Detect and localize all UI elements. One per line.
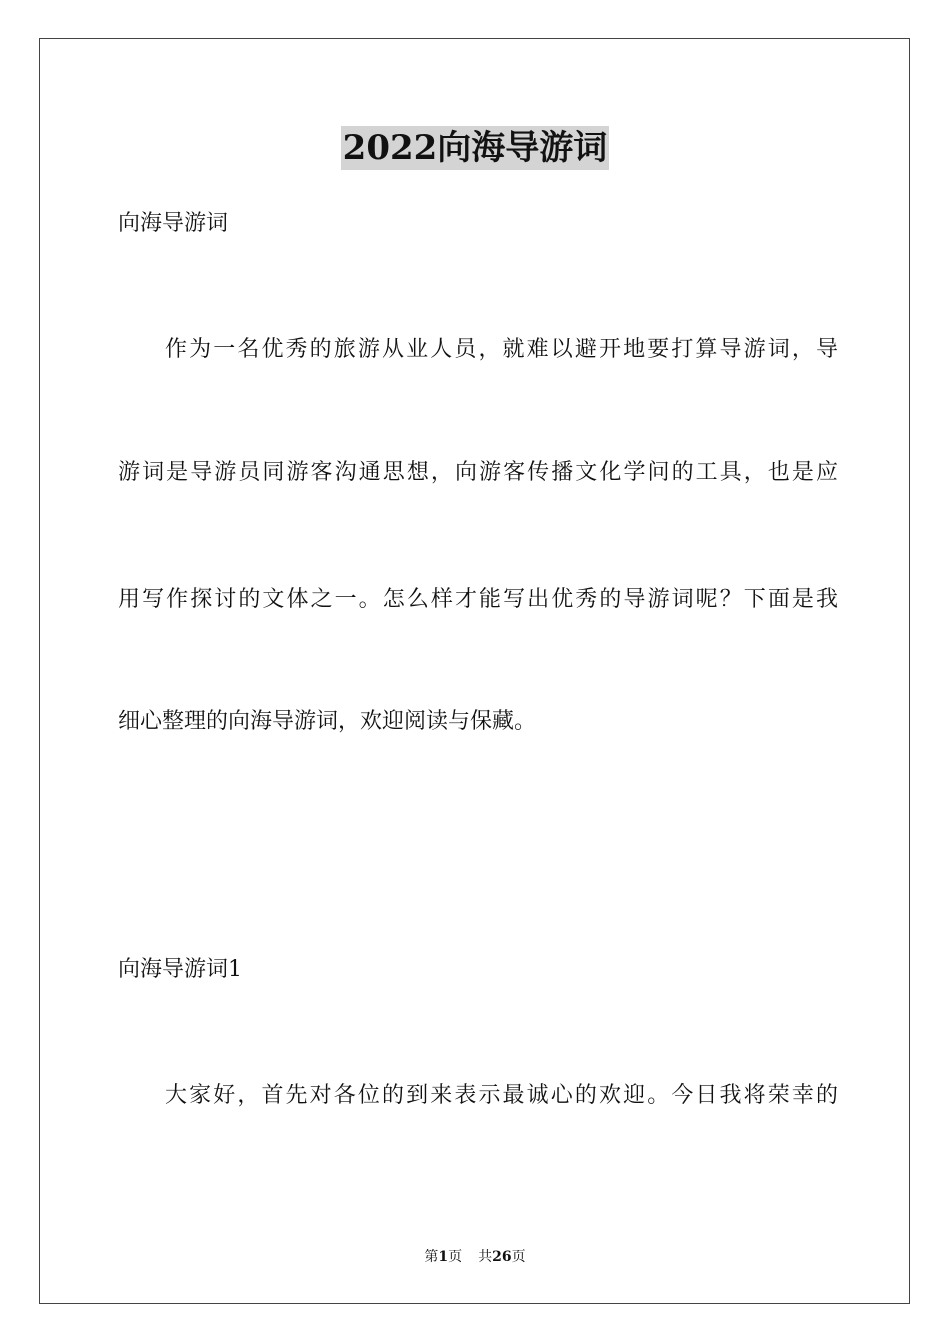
paragraph1-line-2: 游词是导游员同游客沟通思想，向游客传播文化学问的工具，也是应 [118,460,838,485]
footer-total-pages: 26 [492,1249,512,1265]
paragraph1-line-4: 细心整理的向海导游词，欢迎阅读与保藏。 [118,709,537,734]
section1-heading: 向海导游词1 [118,957,242,982]
document-title: 2022向海导游词 [342,128,608,168]
page-footer [0,1247,950,1267]
footer-total-suffix: 页 [511,1249,526,1265]
paragraph2-line-1: 大家好，首先对各位的到来表示最诚心的欢迎。今日我将荣幸的 [165,1083,838,1108]
document-heading: 向海导游词 [118,211,229,236]
footer-page-prefix: 第 [424,1249,439,1265]
document-title-wrapper [0,126,950,170]
footer-page-suffix: 页 [448,1249,463,1265]
paragraph1-line-1: 作为一名优秀的旅游从业人员，就难以避开地要打算导游词，导 [165,337,838,362]
footer-page-number: 1 [438,1249,449,1265]
paragraph1-line-3: 用写作探讨的文体之一。怎么样才能写出优秀的导游词呢？下面是我 [118,587,838,612]
footer-total-prefix: 共 [478,1249,493,1265]
